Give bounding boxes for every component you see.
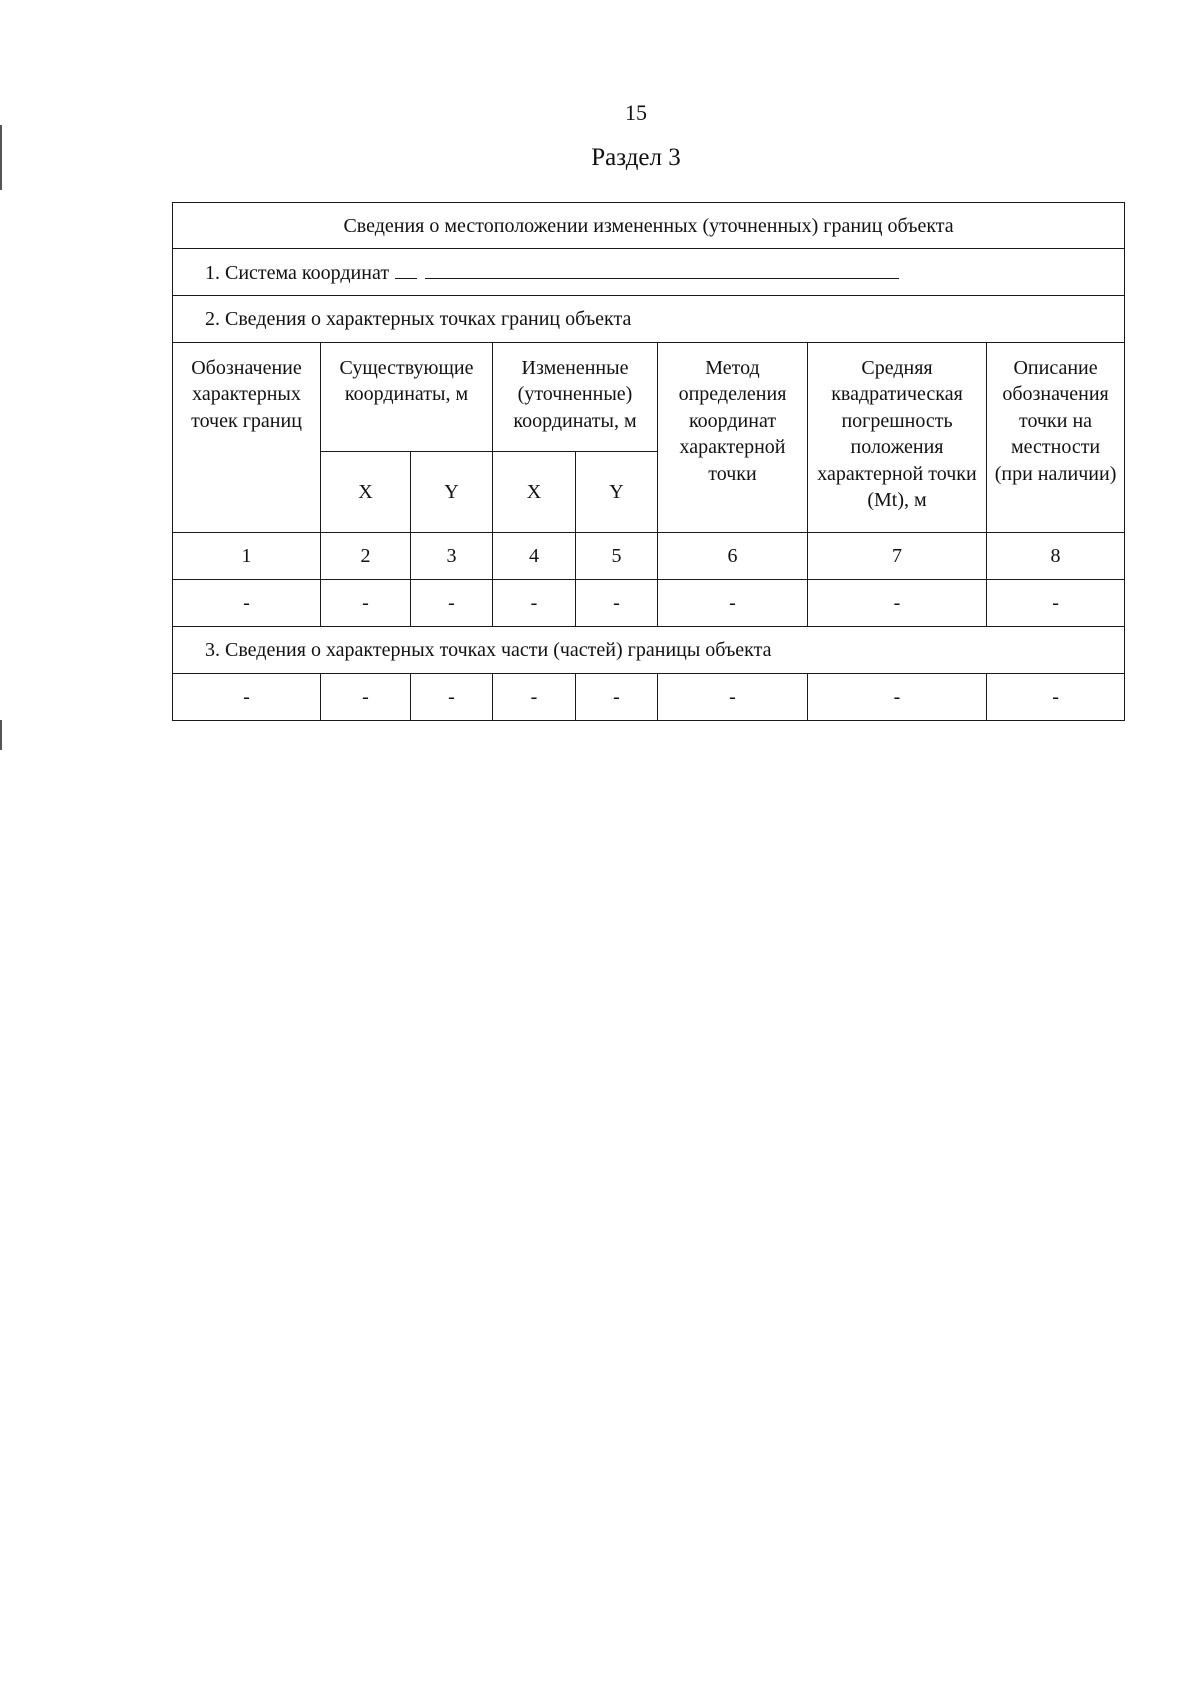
header-y-changed: Y xyxy=(576,452,658,533)
header-y-existing: Y xyxy=(411,452,493,533)
column-number: 2 xyxy=(321,533,411,580)
table-cell: - xyxy=(987,580,1125,627)
table-cell: - xyxy=(808,580,987,627)
column-number: 6 xyxy=(658,533,808,580)
boundary-points-table xyxy=(172,202,1125,721)
table-cell: - xyxy=(173,674,321,721)
parts-data-row xyxy=(173,674,1125,721)
table-cell: - xyxy=(808,674,987,721)
table-cell: - xyxy=(411,580,493,627)
coordinate-system-row xyxy=(173,249,1125,296)
table-cell: - xyxy=(576,580,658,627)
table-cell: - xyxy=(658,674,808,721)
coordinate-system-blank-short xyxy=(395,258,417,279)
column-number: 1 xyxy=(173,533,321,580)
header-method: Метод определения координат характерной точки xyxy=(658,343,808,533)
header-changed-coords: Измененные (уточненные) координаты, м xyxy=(493,343,658,452)
header-x-existing: X xyxy=(321,452,411,533)
points-data-row xyxy=(173,580,1125,627)
coordinate-system-blank-long xyxy=(425,258,899,279)
table-cell: - xyxy=(493,580,576,627)
table-cell: - xyxy=(321,674,411,721)
header-description: Описание обозначения точки на местности (при наличии) xyxy=(987,343,1125,533)
header-designation: Обозначение характерных точек границ xyxy=(173,343,321,533)
column-number: 3 xyxy=(411,533,493,580)
page-number: 15 xyxy=(625,100,647,125)
coordinate-system-label: 1. Система координат xyxy=(205,262,390,284)
table-cell: - xyxy=(987,674,1125,721)
column-number: 8 xyxy=(987,533,1125,580)
table-cell: - xyxy=(576,674,658,721)
scan-edge-mark xyxy=(0,720,2,750)
column-numbers-row xyxy=(173,533,1125,580)
table-title: Сведения о местоположении измененных (уточненных) границ объекта xyxy=(173,203,1125,249)
column-number: 5 xyxy=(576,533,658,580)
table-cell: - xyxy=(411,674,493,721)
points-section-label: 2. Сведения о характерных точках границ объекта xyxy=(173,296,1125,343)
column-number: 4 xyxy=(493,533,576,580)
table-cell: - xyxy=(493,674,576,721)
table-cell: - xyxy=(173,580,321,627)
section-title: Раздел 3 xyxy=(591,144,681,171)
table-cell: - xyxy=(321,580,411,627)
parts-section-label: 3. Сведения о характерных точках части (частей) границы объекта xyxy=(173,627,1125,674)
table-cell: - xyxy=(658,580,808,627)
header-rmse: Средняя квадратическая погрешность положения характерной точки (Mt), м xyxy=(808,343,987,533)
header-existing-coords: Существующие координаты, м xyxy=(321,343,493,452)
column-number: 7 xyxy=(808,533,987,580)
header-x-changed: X xyxy=(493,452,576,533)
